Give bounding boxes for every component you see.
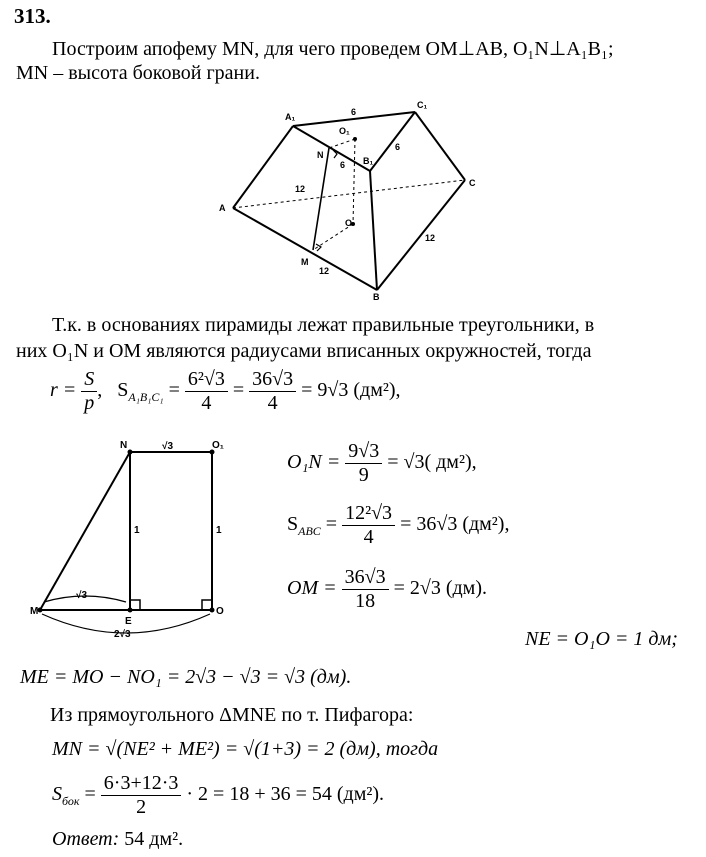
ne-line: NE = O₁O = 1 дм;: [525, 628, 678, 650]
answer-value: 54 дм².: [124, 828, 184, 850]
label-a: A: [219, 203, 226, 213]
edge-nb1: 6: [340, 160, 346, 170]
me-line: ME = MO − NO₁ = 2√3 − √3 = √3 (дм).: [20, 666, 352, 688]
o1-point: [353, 137, 357, 141]
label-b: B: [373, 292, 380, 302]
intro-line-2: MN – высота боковой грани.: [16, 62, 260, 84]
label-b1: B₁: [363, 156, 374, 166]
trap-seg-mo: 2√3: [114, 629, 131, 640]
label-n: N: [317, 150, 324, 160]
pyramid-figure: [215, 98, 495, 303]
edge-bc: 12: [425, 233, 436, 243]
answer-label: Ответ:: [52, 828, 120, 850]
formula-om: OM = $\frac{36√3}{18}$ = 2√3 (дм).: [287, 566, 488, 612]
label-a1: A₁: [285, 112, 296, 122]
edge-mb: 12: [319, 266, 330, 276]
trap-seg-me: √3: [76, 590, 88, 601]
para2-line-2: них O₁N и OM являются радиусами вписанных окружностей, тогда: [16, 340, 592, 362]
edge-b1c1: 6: [395, 142, 401, 152]
trapezoid-figure: [30, 432, 240, 642]
pythagoras-intro: Из прямоугольного ΔMNE по т. Пифагора:: [50, 704, 414, 726]
label-c1: C₁: [417, 100, 428, 110]
trap-label-m: M: [30, 606, 39, 617]
formula-r: r = $\frac{S}{p}$ , $S_{A_1B_1C_1}$ = $\frac{\text{6²√3}}{4}$ = $\frac{36√3}{4}$ = 9√3 (дм²),: [50, 368, 401, 414]
formula-o1n: O₁N = $\frac{9√3}{9}$ = √3( дм²),: [287, 440, 477, 486]
formula-sabc: $S_{ABC}$ = $\frac{\text{12²√3}}{4}$ = 36√3 (дм²),: [287, 502, 510, 548]
label-o1: O₁: [339, 126, 350, 136]
trap-seg-top: √3: [162, 441, 174, 452]
formula-sbok: $S_{бок}$ = $\frac{6\cdot 3+12\cdot 3}{2}$ · 2 = 18 + 36 = 54 (дм²).: [52, 772, 385, 818]
trap-seg-o1o: 1: [216, 525, 222, 536]
mn-line: MN = √(NE² + ME²) = √(1+3) = 2 (дм), тогда: [52, 738, 439, 760]
label-o: O: [345, 218, 353, 228]
label-c: C: [469, 178, 476, 188]
trap-seg-ne: 1: [134, 525, 140, 536]
answer: [52, 828, 183, 851]
para2-line-1: Т.к. в основаниях пирамиды лежат правильные треугольники, в: [52, 314, 595, 336]
intro-line-1: Построим апофему MN, для чего проведем OM⊥AB, O₁N⊥A₁B₁;: [52, 38, 614, 60]
edge-a1c1: 6: [351, 107, 357, 117]
problem-number: 313.: [14, 4, 51, 28]
trap-label-e: E: [125, 616, 132, 627]
trap-label-n: N: [120, 440, 128, 451]
label-m: M: [301, 257, 309, 267]
trap-label-o1: O₁: [212, 440, 224, 451]
trap-label-o: O: [216, 606, 224, 617]
edge-ac: 12: [295, 184, 306, 194]
